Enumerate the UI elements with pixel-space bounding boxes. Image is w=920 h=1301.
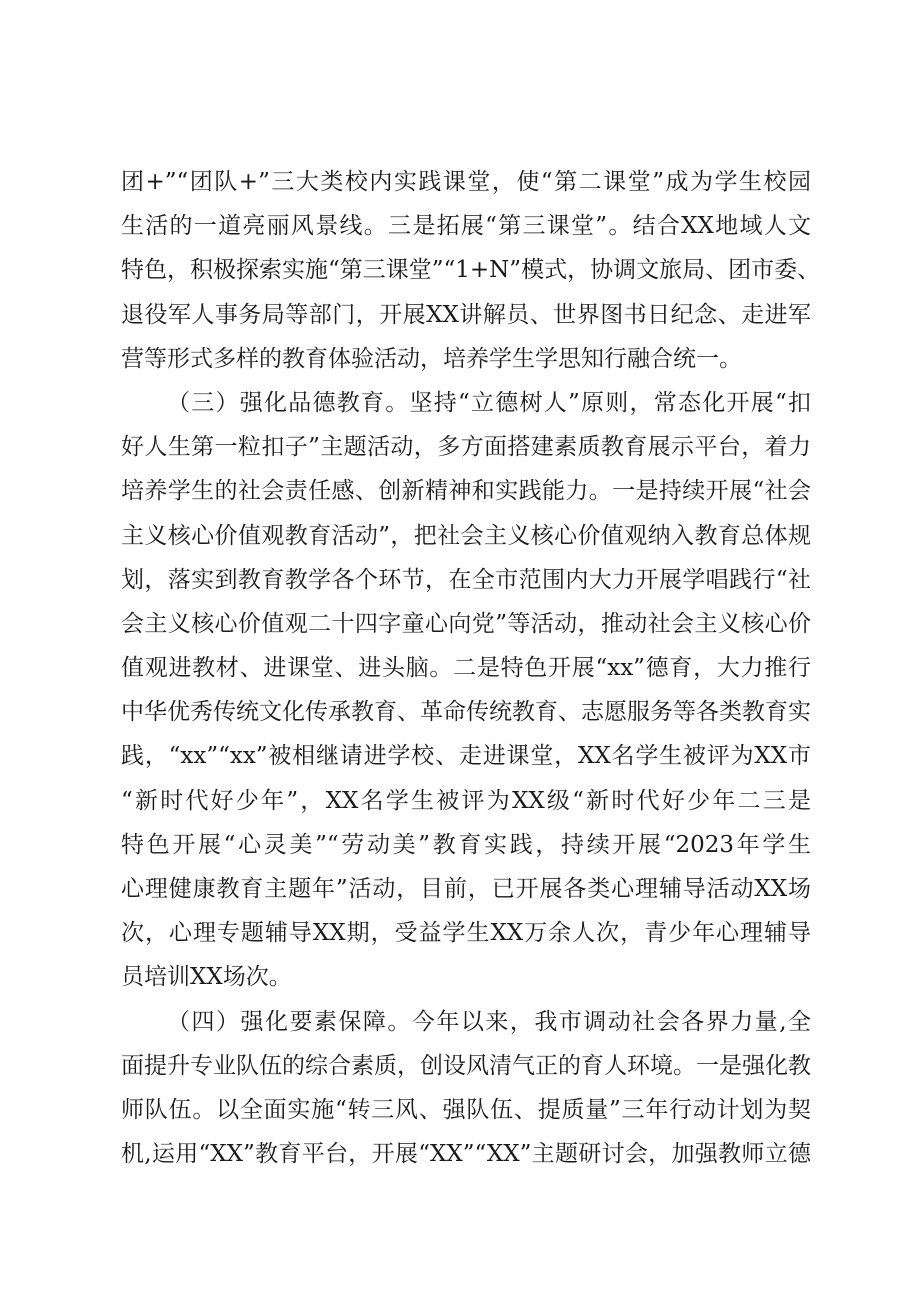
text-line: 划，落实到教育教学各个环节，在全市范围内大力开展学唱践行“社 <box>121 566 811 593</box>
text-line: 中华优秀传统文化传承教育、革命传统教育、志愿服务等各类教育实 <box>121 699 811 726</box>
text-line: 机,运用“XX”教育平台，开展“XX”“XX”主题研讨会，加强教师立德 <box>121 1141 811 1168</box>
text-line: 主义核心价值观教育活动”，把社会主义核心价值观纳入教育总体规 <box>121 522 811 549</box>
text-line: 特色，积极探索实施“第三课堂”“1+N”模式，协调文旅局、团市委、 <box>121 257 821 284</box>
text-line: 营等形式多样的教育体验活动，培养学生学思知行融合统一。 <box>121 345 742 372</box>
text-line: 践，“xx”“xx”被相继请进学校、走进课堂，XX名学生被评为XX市 <box>121 743 811 770</box>
text-line: 会主义核心价值观二十四字童心向党”等活动，推动社会主义核心价 <box>121 610 811 637</box>
text-line: 生活的一道亮丽风景线。三是拓展“第三课堂”。结合XX地域人文 <box>121 213 811 240</box>
text-line: 退役军人事务局等部门，开展XX讲解员、世界图书日纪念、走进军 <box>121 301 811 328</box>
text-line: 心理健康教育主题年”活动，目前，已开展各类心理辅导活动XX场 <box>121 876 811 902</box>
section-heading-line: （四）强化要素保障。今年以来，我市调动社会各界力量,全 <box>167 1008 811 1035</box>
text-line: 团+”“团队+”三大类校内实践课堂，使“第二课堂”成为学生校园 <box>121 169 811 195</box>
section-heading-line: （三）强化品德教育。坚持“立德树人”原则，常态化开展“扣 <box>167 389 811 416</box>
text-line: 特色开展“心灵美”“劳动美”教育实践，持续开展“2023年学生 <box>121 831 811 858</box>
text-line: 值观进教材、进课堂、进头脑。二是特色开展“xx”德育，大力推行 <box>121 655 811 682</box>
text-line: 师队伍。以全面实施“转三风、强队伍、提质量”三年行动计划为契 <box>121 1096 811 1123</box>
text-line: 员培训XX场次。 <box>121 964 292 991</box>
text-line: “新时代好少年”，XX名学生被评为XX级“新时代好少年二三是 <box>121 787 811 814</box>
text-line: 次，心理专题辅导XX期，受益学生XX万余人次，青少年心理辅导 <box>121 920 811 947</box>
text-line: 面提升专业队伍的综合素质，创设风清气正的育人环境。一是强化教 <box>121 1052 811 1079</box>
text-line: 好人生第一粒扣子”主题活动，多方面搭建素质教育展示平台，着力 <box>121 434 811 461</box>
body-text <box>121 160 821 1176</box>
text-line: 培养学生的社会责任感、创新精神和实践能力。一是持续开展“社会 <box>121 478 811 505</box>
